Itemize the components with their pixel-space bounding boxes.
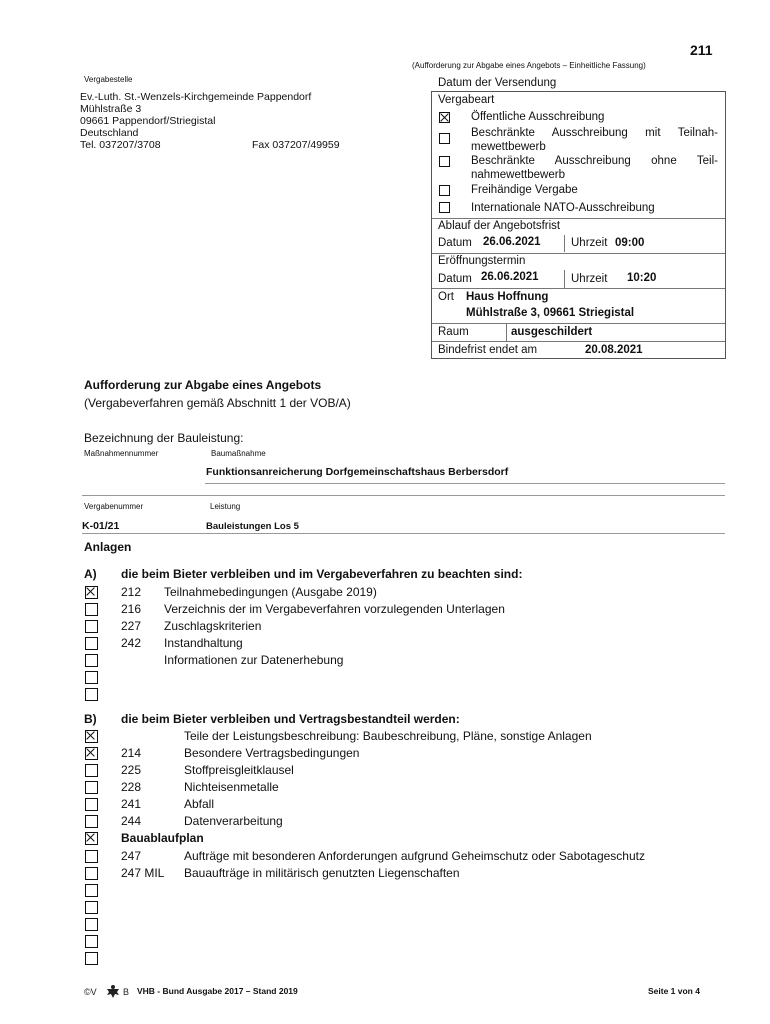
svg-text:B: B bbox=[123, 987, 130, 997]
a-item-1-text: Teilnahmebedingungen (Ausgabe 2019) bbox=[164, 585, 377, 599]
b-item-11-checkbox[interactable] bbox=[85, 901, 98, 914]
baumassnahme-value: Funktionsanreicherung Dorfgemeinschaftshaus Berbersdorf bbox=[206, 466, 509, 478]
vergabenummer-value: K-01/21 bbox=[82, 520, 120, 532]
a-item-5-checkbox[interactable] bbox=[85, 654, 98, 667]
vergabeart-label: Vergabeart bbox=[438, 94, 495, 106]
b-item-10-checkbox[interactable] bbox=[85, 884, 98, 897]
page-title: Aufforderung zur Abgabe eines Angebots bbox=[84, 378, 322, 392]
b-item-4-num: 228 bbox=[121, 780, 142, 794]
b-item-14-checkbox[interactable] bbox=[85, 952, 98, 965]
vergabeart-checkbox-1[interactable] bbox=[439, 112, 450, 123]
anlagen-label: Anlagen bbox=[84, 540, 132, 554]
a-item-2-num: 216 bbox=[121, 602, 142, 616]
b-item-5-text: Abfall bbox=[184, 797, 215, 811]
massnahmennummer-label: Maßnahmennummer bbox=[84, 449, 159, 458]
footer-page: Seite 1 von 4 bbox=[648, 986, 700, 996]
raum-value: ausgeschildert bbox=[511, 326, 593, 338]
b-item-7-checkbox[interactable] bbox=[85, 832, 98, 845]
a-item-1-checkbox[interactable] bbox=[85, 586, 98, 599]
eroeffnung-uhrzeit: 10:20 bbox=[627, 272, 657, 284]
vergabeart-checkbox-5[interactable] bbox=[439, 202, 450, 213]
b-item-2-checkbox[interactable] bbox=[85, 747, 98, 760]
angebotsfrist-uhrzeit: 09:00 bbox=[615, 237, 645, 249]
b-item-6-text: Datenverarbeitung bbox=[184, 814, 283, 828]
a-item-3-num: 227 bbox=[121, 619, 142, 633]
angebotsfrist-datum-label: Datum bbox=[438, 237, 472, 249]
b-item-5-num: 241 bbox=[121, 797, 142, 811]
vergabestelle-label: Vergabestelle bbox=[84, 75, 133, 84]
a-item-2-checkbox[interactable] bbox=[85, 603, 98, 616]
b-item-1-checkbox[interactable] bbox=[85, 730, 98, 743]
angebotsfrist-datum: 26.06.2021 bbox=[483, 236, 541, 248]
vergabeart-checkbox-4[interactable] bbox=[439, 185, 450, 196]
b-item-4-text: Nichteisenmetalle bbox=[184, 780, 279, 794]
vhb-logo bbox=[84, 983, 134, 1004]
b-item-9-num: 247 MIL bbox=[121, 866, 165, 880]
vergabestelle-fax: Fax 037207/49959 bbox=[252, 139, 340, 151]
eroeffnung-uhrzeit-label: Uhrzeit bbox=[571, 273, 608, 285]
vergabeart-option-1: Öffentliche Ausschreibung bbox=[471, 111, 605, 123]
b-item-4-checkbox[interactable] bbox=[85, 781, 98, 794]
b-item-1-text: Teile der Leistungsbeschreibung: Baubeschreibung, Pläne, sonstige Anlagen bbox=[184, 729, 592, 743]
a-item-4-num: 242 bbox=[121, 636, 142, 650]
vergabeart-option-4: Freihändige Vergabe bbox=[471, 184, 578, 196]
datum-versendung-label: Datum der Versendung bbox=[438, 77, 557, 89]
eroeffnung-datum-label: Datum bbox=[438, 273, 472, 285]
bauleistung-label: Bezeichnung der Bauleistung: bbox=[84, 431, 244, 445]
angebotsfrist-uhrzeit-label: Uhrzeit bbox=[571, 237, 608, 249]
b-item-6-num: 244 bbox=[121, 814, 142, 828]
vergabestelle-address: Ev.-Luth. St.-Wenzels-Kirchgemeinde Pappendorf Mühlstraße 3 09661 Pappendorf/Striegistal Deutschland bbox=[80, 91, 312, 139]
vergabeart-checkbox-2[interactable] bbox=[439, 133, 450, 144]
b-item-12-checkbox[interactable] bbox=[85, 918, 98, 931]
b-item-3-text: Stoffpreisgleitklausel bbox=[184, 763, 294, 777]
a-item-4-checkbox[interactable] bbox=[85, 637, 98, 650]
form-number: 211 bbox=[690, 42, 713, 58]
vergabeart-option-3-cont: nahmewettbewerb bbox=[471, 169, 565, 181]
eroeffnung-label: Eröffnungstermin bbox=[438, 255, 526, 267]
eroeffnung-ort-line2: Mühlstraße 3, 09661 Striegistal bbox=[466, 307, 635, 319]
b-item-8-checkbox[interactable] bbox=[85, 850, 98, 863]
bindefrist-value: 20.08.2021 bbox=[585, 344, 643, 356]
eroeffnung-ort-line1: Haus Hoffnung bbox=[466, 291, 549, 303]
a-item-2-text: Verzeichnis der im Vergabeverfahren vorzulegenden Unterlagen bbox=[164, 602, 505, 616]
b-item-13-checkbox[interactable] bbox=[85, 935, 98, 948]
angebotsfrist-label: Ablauf der Angebotsfrist bbox=[438, 220, 561, 232]
section-a-title: die beim Bieter verbleiben und im Vergabeverfahren zu beachten sind: bbox=[121, 567, 523, 581]
a-item-3-checkbox[interactable] bbox=[85, 620, 98, 633]
section-b-title: die beim Bieter verbleiben und Vertragsbestandteil werden: bbox=[121, 712, 460, 726]
b-item-7-num: Bauablaufplan bbox=[121, 831, 204, 845]
vergabeart-option-2: Beschränkte Ausschreibung mit Teilnah- bbox=[471, 127, 718, 139]
vergabenummer-label: Vergabenummer bbox=[84, 502, 144, 511]
svg-text:©V: ©V bbox=[84, 987, 97, 997]
eroeffnung-ort-label: Ort bbox=[438, 291, 454, 303]
b-item-8-text: Aufträge mit besonderen Anforderungen aufgrund Geheimschutz oder Sabotageschutz bbox=[184, 849, 645, 863]
leistung-label: Leistung bbox=[210, 502, 241, 511]
vergabeart-option-3: Beschränkte Ausschreibung ohne Teil- bbox=[471, 155, 718, 167]
vergabeart-option-2-cont: mewettbewerb bbox=[471, 141, 546, 153]
raum-label: Raum bbox=[438, 326, 469, 338]
a-item-1-num: 212 bbox=[121, 585, 142, 599]
leistung-value: Bauleistungen Los 5 bbox=[206, 521, 299, 532]
b-item-9-text: Bauaufträge in militärisch genutzten Liegenschaften bbox=[184, 866, 460, 880]
section-a-letter: A) bbox=[84, 567, 97, 581]
b-item-5-checkbox[interactable] bbox=[85, 798, 98, 811]
b-item-3-num: 225 bbox=[121, 763, 142, 777]
vergabestelle-tel: Tel. 037207/3708 bbox=[80, 139, 161, 151]
b-item-9-checkbox[interactable] bbox=[85, 867, 98, 880]
section-b-letter: B) bbox=[84, 712, 97, 726]
bindefrist-label: Bindefrist endet am bbox=[438, 344, 538, 356]
b-item-2-num: 214 bbox=[121, 746, 142, 760]
footer-edition: VHB - Bund Ausgabe 2017 – Stand 2019 bbox=[137, 986, 298, 996]
a-item-3-text: Zuschlagskriterien bbox=[164, 619, 262, 633]
page-subtitle: (Vergabeverfahren gemäß Abschnitt 1 der VOB/A) bbox=[84, 396, 351, 410]
b-item-8-num: 247 bbox=[121, 849, 142, 863]
b-item-6-checkbox[interactable] bbox=[85, 815, 98, 828]
vergabeart-option-5: Internationale NATO-Ausschreibung bbox=[471, 202, 655, 214]
form-subtitle: (Aufforderung zur Abgabe eines Angebots – Einheitliche Fassung) bbox=[412, 61, 646, 70]
b-item-2-text: Besondere Vertragsbedingungen bbox=[184, 746, 360, 760]
b-item-3-checkbox[interactable] bbox=[85, 764, 98, 777]
a-item-4-text: Instandhaltung bbox=[164, 636, 243, 650]
eroeffnung-datum: 26.06.2021 bbox=[481, 271, 539, 283]
a-item-5-text: Informationen zur Datenerhebung bbox=[164, 653, 344, 667]
a-item-7-checkbox[interactable] bbox=[85, 688, 98, 701]
baumassnahme-label: Baumaßnahme bbox=[211, 449, 266, 458]
a-item-6-checkbox[interactable] bbox=[85, 671, 98, 684]
vergabeart-checkbox-3[interactable] bbox=[439, 156, 450, 167]
